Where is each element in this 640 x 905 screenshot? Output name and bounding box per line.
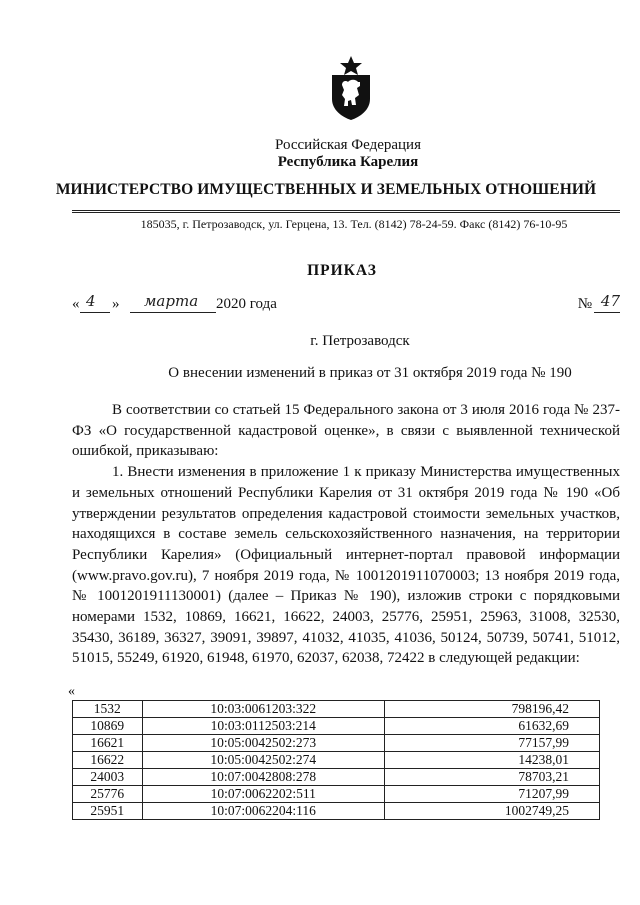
row-number: 25776 xyxy=(73,786,143,803)
header-rule-bottom xyxy=(72,212,620,213)
table-row xyxy=(73,735,600,752)
date-quote-close: » xyxy=(112,296,120,312)
cadastral-number: 10:05:0042502:273 xyxy=(142,735,384,752)
order-number-underline xyxy=(594,312,620,313)
cadastral-number: 10:05:0042502:274 xyxy=(142,752,384,769)
table-row xyxy=(73,786,600,803)
date-month: марта xyxy=(144,292,199,310)
cadastral-value: 14238,01 xyxy=(384,752,599,769)
cadastral-number: 10:07:0042808:278 xyxy=(142,769,384,786)
row-number: 10869 xyxy=(73,718,143,735)
table-open-quote: « xyxy=(68,684,75,699)
table-row xyxy=(73,718,600,735)
country-name: Российская Федерация xyxy=(275,137,421,153)
cadastral-value: 78703,21 xyxy=(384,769,599,786)
date-month-underline xyxy=(130,312,216,313)
republic-name: Республика Карелия xyxy=(277,154,419,170)
date-quote-open: « xyxy=(72,296,80,312)
cadastral-value-table xyxy=(72,700,600,820)
clause-1-paragraph: 1. Внести изменения в приложение 1 к приказу Министерства имущественных и земельных отношений Республики Карелия от 31 октября 2019 года № 190 «Об утверждении результатов определения кадастровой стоимости земельных участков, находящихся в составе земель сельскохозяйственного назначения, на территории Республики Карелия» (Официальный интернет-портал правовой информации (www.pravo.gov.ru), 7 ноября 2019 года, № 1001201911070003; 13 ноября 2019 года, № 1001201911130001) (далее – Приказ № 190), изложив строки с порядковыми номерами 1532, 10869, 16621, 16622, 24003, 25776, 25951, 25963, 31008, 32530, 35430, 36189, 36327, 39091, 39897, 41032, 41035, 41036, 50124, 50739, 50741, 51012, 51015, 55249, 61920, 61948, 61970, 62037, 62038, 72422 в следующей редакции: xyxy=(72,464,620,667)
row-number: 16621 xyxy=(73,735,143,752)
date-number-row xyxy=(72,292,620,318)
cadastral-number: 10:07:0062204:116 xyxy=(142,803,384,820)
karelia-coat-of-arms-icon xyxy=(329,55,373,121)
cadastral-number: 10:03:0061203:322 xyxy=(142,701,384,718)
cadastral-value: 61632,69 xyxy=(384,718,599,735)
document-type: ПРИКАЗ xyxy=(307,262,377,279)
cadastral-value: 71207,99 xyxy=(384,786,599,803)
cadastral-number: 10:07:0062202:511 xyxy=(142,786,384,803)
order-body xyxy=(72,400,620,669)
row-number: 16622 xyxy=(73,752,143,769)
order-number: 47 xyxy=(600,292,620,310)
cadastral-value: 1002749,25 xyxy=(384,803,599,820)
cadastral-number: 10:03:0112503:214 xyxy=(142,718,384,735)
cadastral-value: 798196,42 xyxy=(384,701,599,718)
order-subject: О внесении изменений в приказ от 31 октября 2019 года № 190 xyxy=(168,365,572,381)
date-year: 2020 года xyxy=(216,296,277,312)
table-row xyxy=(73,701,600,718)
row-number: 24003 xyxy=(73,769,143,786)
row-number: 25951 xyxy=(73,803,143,820)
ministry-address: 185035, г. Петрозаводск, ул. Герцена, 13. Тел. (8142) 78-24-59. Факс (8142) 76-10-95 xyxy=(140,217,568,231)
order-number-label: № xyxy=(577,296,592,312)
row-number: 1532 xyxy=(73,701,143,718)
date-day: 4 xyxy=(86,292,96,310)
ministry-name: МИНИСТЕРСТВО ИМУЩЕСТВЕННЫХ И ЗЕМЕЛЬНЫХ ОТНОШЕНИЙ xyxy=(55,181,597,198)
table-row xyxy=(73,803,600,820)
cadastral-value: 77157,99 xyxy=(384,735,599,752)
city: г. Петрозаводск xyxy=(310,333,410,349)
preamble-paragraph: В соответствии со статьей 15 Федерального закона от 3 июля 2016 года № 237-ФЗ «О государственной кадастровой оценке», в связи с выявленной технической ошибкой, приказываю: xyxy=(72,402,620,460)
table-row xyxy=(73,752,600,769)
header-rule-top xyxy=(72,210,620,211)
table-row xyxy=(73,769,600,786)
date-day-underline xyxy=(80,312,110,313)
